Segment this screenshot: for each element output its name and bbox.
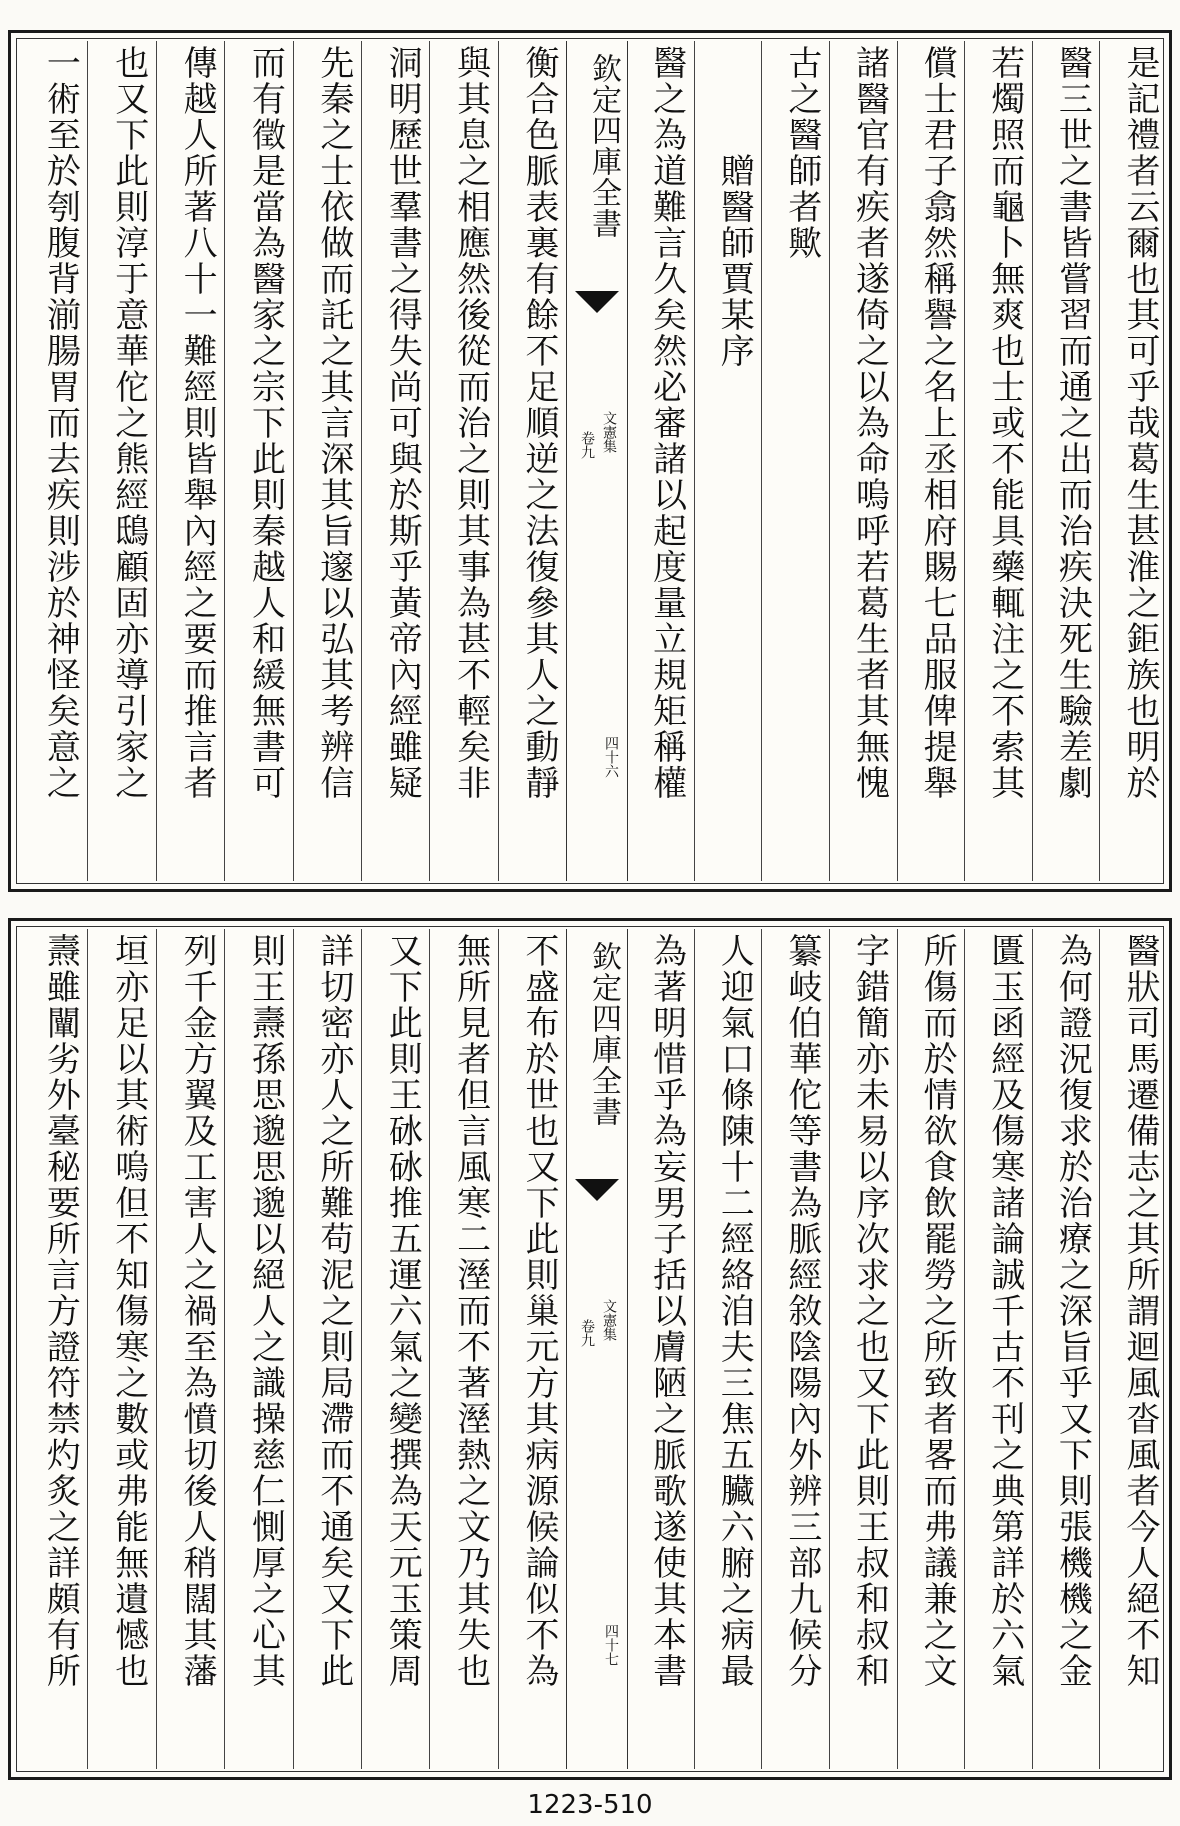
upper-book-title: 欽定四庫全書 <box>586 53 621 239</box>
upper-collection-name: 文憲集 <box>601 411 617 453</box>
upper-leaf-number: 四十六 <box>603 736 619 778</box>
lower-page-frame <box>8 918 1172 1780</box>
upper-column-rule <box>224 41 225 881</box>
lower-text-column: 醫狀司馬遷備志之其所謂迴風沓風者今人絕不知 <box>1120 933 1160 1689</box>
lower-collection-name: 文憲集 <box>601 1299 617 1341</box>
upper-column-rule <box>498 41 499 881</box>
lower-column-rule <box>498 929 499 1769</box>
upper-text-column: 贈醫師賈某序 <box>714 153 755 369</box>
upper-text-column: 與其息之相應然後從而治之則其事為甚不輕矣非 <box>450 45 491 801</box>
upper-text-column: 古之醫師者歟 <box>781 45 822 261</box>
lower-column-rule <box>1032 929 1033 1769</box>
lower-column-rule <box>293 929 294 1769</box>
lower-text-column: 無所見者但言風寒二溼而不著溼熱之文乃其失也 <box>450 933 491 1689</box>
lower-leaf-number: 四十七 <box>603 1624 619 1666</box>
upper-column-rule <box>761 41 762 881</box>
upper-text-column: 是記禮者云爾也其可乎哉葛生甚淮之鉅族也明於 <box>1120 45 1160 801</box>
upper-juan-number: 卷九 <box>579 431 595 459</box>
lower-fish-tail-mark <box>575 1179 619 1201</box>
upper-text-column: 一術至於刳腹背湔腸胃而去疾則涉於神怪矣意之 <box>40 45 81 801</box>
upper-text-column: 若燭照而龜卜無爽也士或不能具藥輒注之不索其 <box>984 45 1025 801</box>
upper-column-rule <box>1099 41 1100 881</box>
lower-column-rule <box>156 929 157 1769</box>
lower-text-column: 垣亦足以其術嗚但不知傷寒之數或弗能無遺憾也 <box>108 933 149 1689</box>
lower-column-rule <box>224 929 225 1769</box>
lower-center-strip <box>566 929 628 1769</box>
upper-column-rule <box>293 41 294 881</box>
upper-text-column: 先秦之士依做而託之其言深其旨邃以弘其考辨信 <box>313 45 354 801</box>
lower-column-rule <box>964 929 965 1769</box>
lower-text-column: 纂岐伯華佗等書為脈經敘陰陽內外辨三部九候分 <box>781 933 822 1689</box>
lower-column-rule <box>829 929 830 1769</box>
upper-text-column: 也又下此則淳于意華佗之熊經鴟顧固亦導引家之 <box>108 45 149 801</box>
upper-center-strip <box>566 41 628 881</box>
lower-text-column: 為著明惜乎為妄男子括以膚陋之脈歌遂使其本書 <box>646 933 687 1689</box>
lower-text-column: 燾雖闡劣外臺秘要所言方證符禁灼炙之詳頗有所 <box>40 933 81 1689</box>
upper-column-rule <box>1032 41 1033 881</box>
upper-column-rule <box>829 41 830 881</box>
lower-text-column: 為何證況復求於治療之深旨乎又下則張機機之金 <box>1052 933 1093 1689</box>
lower-column-rule <box>361 929 362 1769</box>
lower-text-column: 不盛布於世也又下此則巢元方其病源候論似不為 <box>519 933 559 1689</box>
lower-column-rule <box>761 929 762 1769</box>
upper-text-column: 償士君子翕然稱譽之名上丞相府賜七品服俾提舉 <box>917 45 958 801</box>
upper-column-rule <box>156 41 157 881</box>
lower-text-column: 匱玉函經及傷寒諸論誠千古不刊之典第詳於六氣 <box>984 933 1025 1689</box>
lower-column-rule <box>1099 929 1100 1769</box>
lower-book-title: 欽定四庫全書 <box>586 941 621 1127</box>
lower-column-rule <box>694 929 695 1769</box>
lower-text-column: 所傷而於情欲食飲罷勞之所致者畧而弗議兼之文 <box>917 933 958 1689</box>
lower-juan-number: 卷九 <box>579 1319 595 1347</box>
upper-text-column: 諸醫官有疾者遂倚之以為命嗚呼若葛生者其無愧 <box>849 45 890 801</box>
upper-column-rule <box>897 41 898 881</box>
lower-column-rule <box>429 929 430 1769</box>
lower-text-column: 列千金方翼及工害人之禍至為憤切後人稍闊其藩 <box>177 933 218 1689</box>
upper-text-column: 傳越人所著八十一難經則皆舉內經之要而推言者 <box>177 45 218 801</box>
lower-text-column: 字錯簡亦未易以序次求之也又下此則王叔和叔和 <box>849 933 890 1689</box>
upper-column-rule <box>429 41 430 881</box>
lower-text-column: 則王燾孫思邈思邈以絕人之識操慈仁惻厚之心其 <box>245 933 286 1689</box>
lower-text-column: 又下此則王砅砅推五運六氣之變撰為天元玉策周 <box>382 933 423 1689</box>
upper-column-rule <box>361 41 362 881</box>
lower-column-rule <box>897 929 898 1769</box>
upper-text-column: 而有徵是當為醫家之宗下此則秦越人和緩無書可 <box>245 45 286 801</box>
upper-text-column: 醫三世之書皆嘗習而通之出而治疾決死生驗差劇 <box>1052 45 1093 801</box>
lower-text-column: 人迎氣口條陳十二經絡洎夫三焦五臟六腑之病最 <box>714 933 755 1689</box>
upper-text-column: 衡合色脈表裏有餘不足順逆之法復參其人之動靜 <box>519 45 559 801</box>
page-number: 1223-510 <box>527 1790 653 1820</box>
upper-column-rule <box>964 41 965 881</box>
lower-column-rule <box>87 929 88 1769</box>
lower-text-column: 詳切密亦人之所難苟泥之則局滯而不通矣又下此 <box>313 933 354 1689</box>
upper-page-frame <box>8 30 1172 892</box>
upper-text-column: 醫之為道難言久矣然必審諸以起度量立規矩稱權 <box>646 45 687 801</box>
upper-fish-tail-mark <box>575 291 619 313</box>
upper-column-rule <box>87 41 88 881</box>
upper-text-column: 洞明歷世羣書之得失尚可與於斯乎黃帝內經雖疑 <box>382 45 423 801</box>
upper-column-rule <box>694 41 695 881</box>
